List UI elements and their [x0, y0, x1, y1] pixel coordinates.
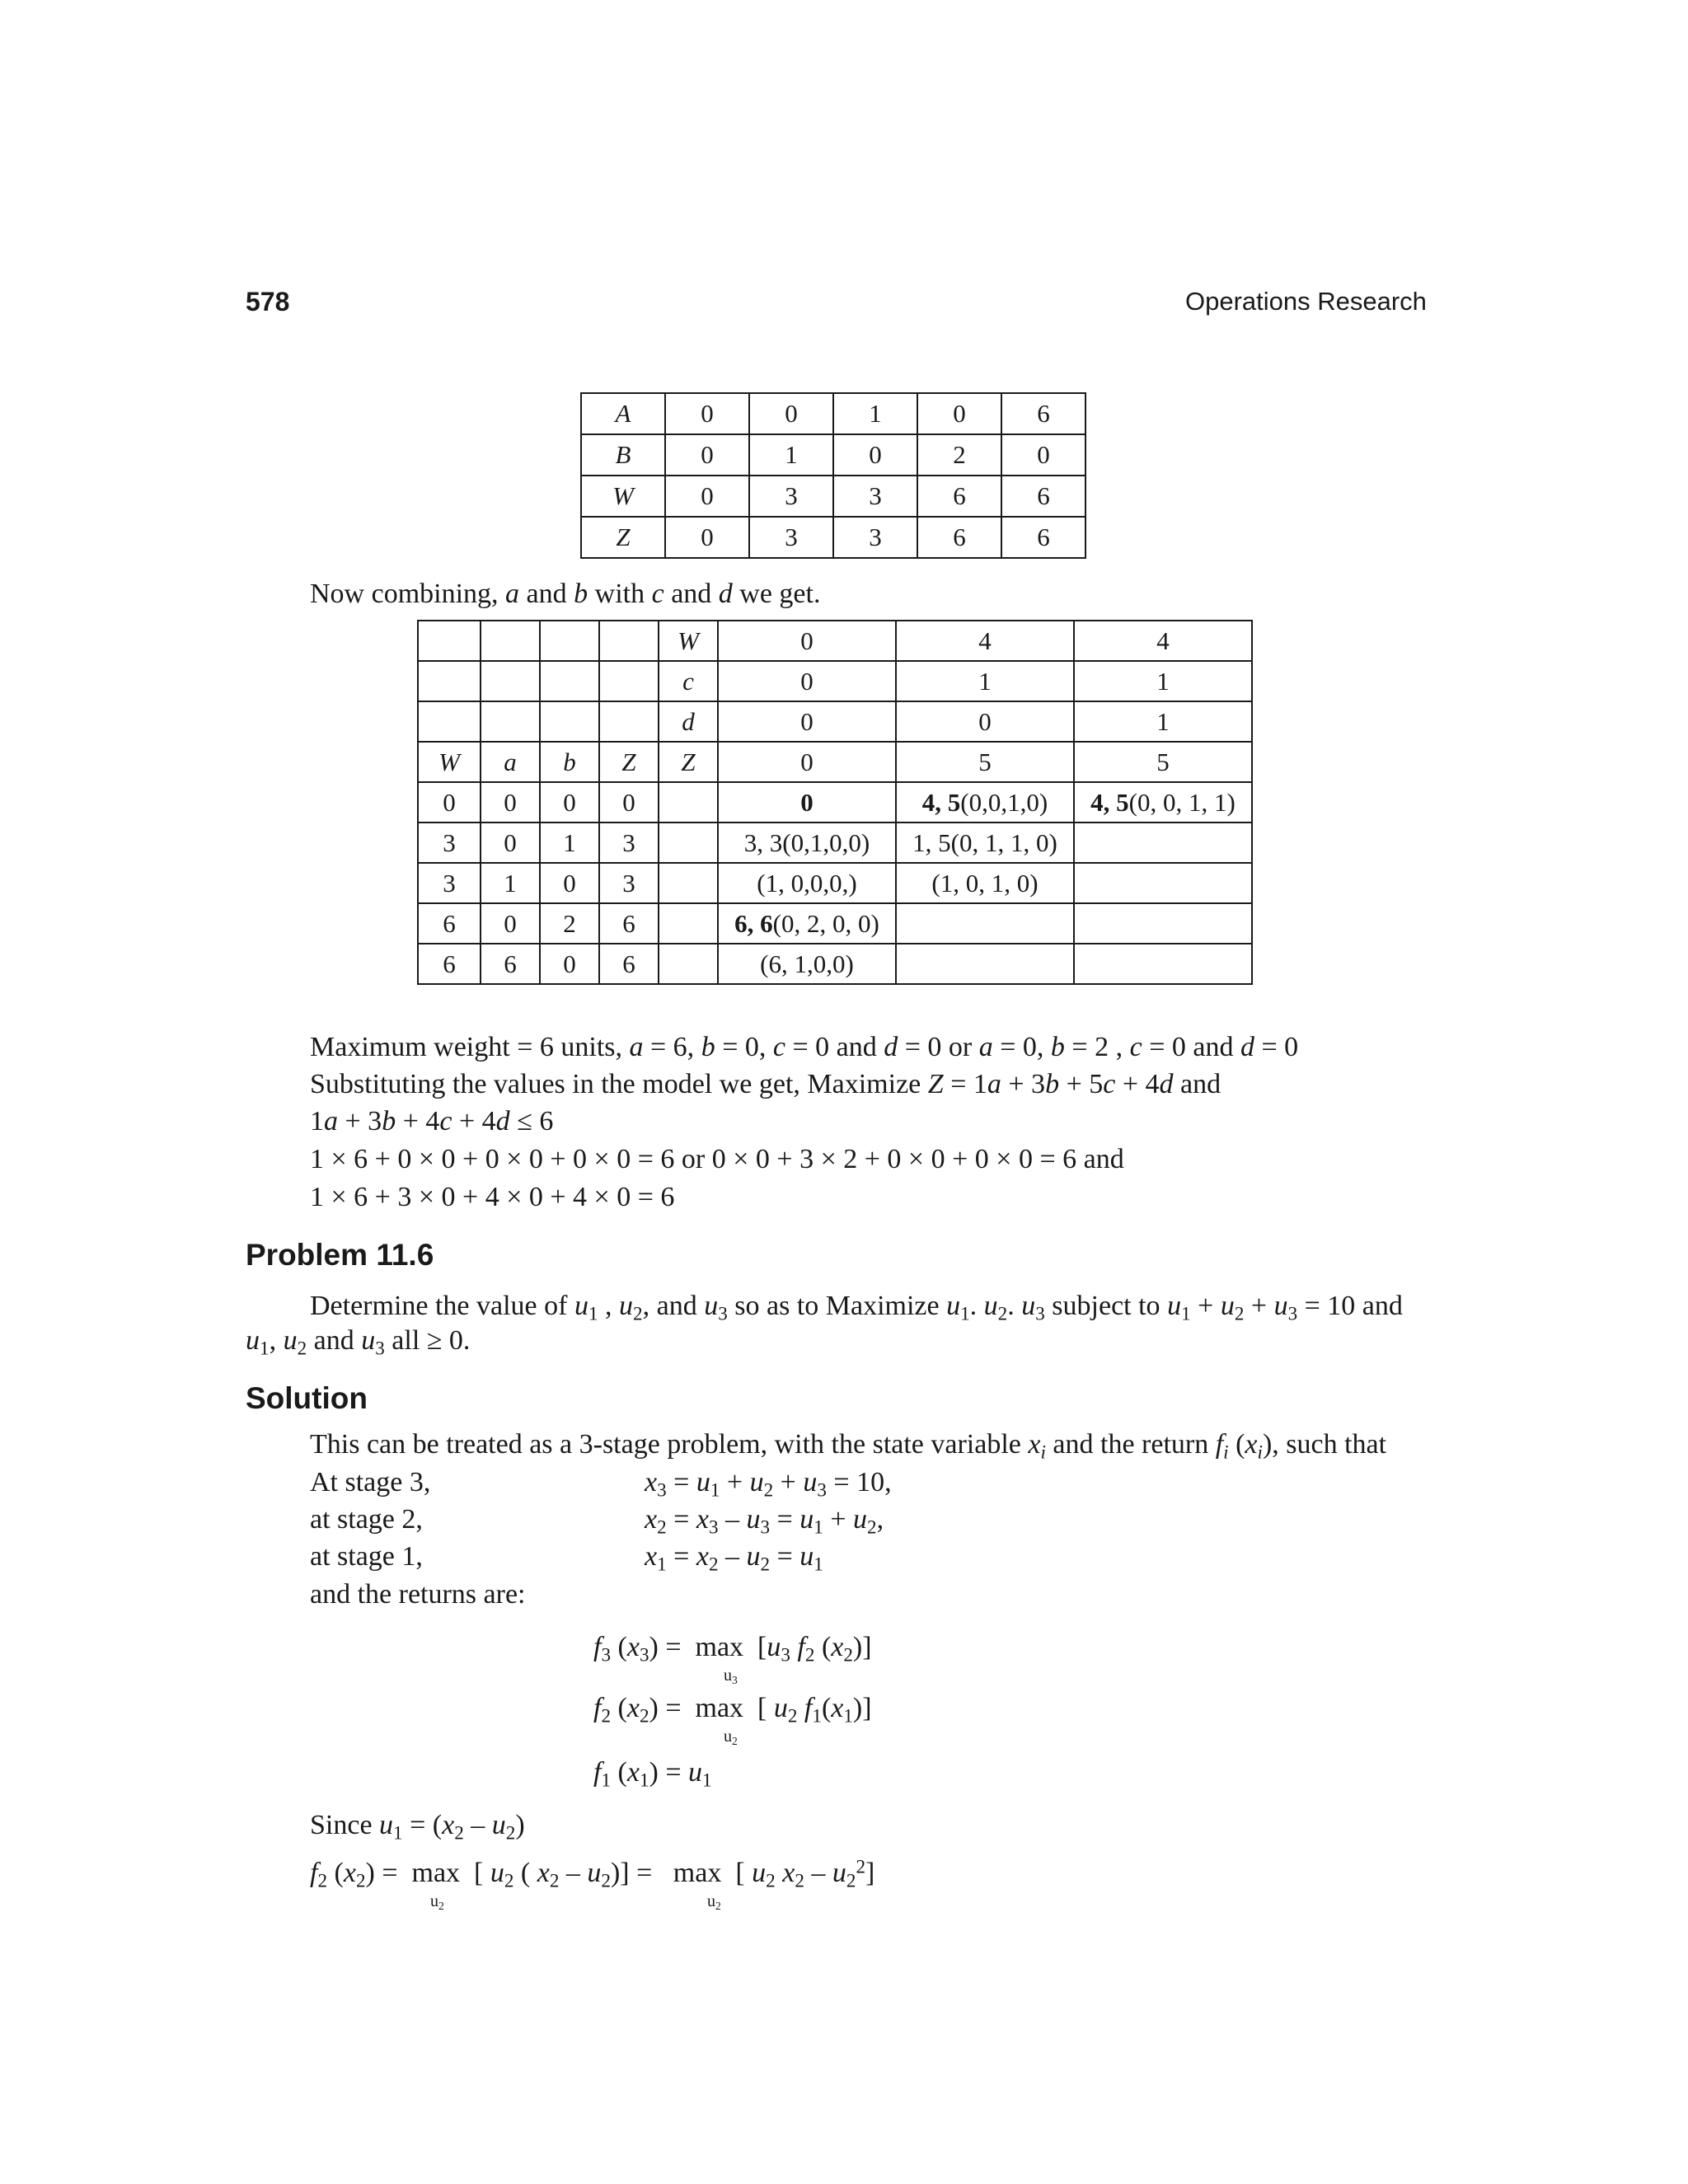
- table2-solution-cell: [1074, 782, 1252, 823]
- table2-optimal-value: 6, 6: [734, 908, 773, 938]
- table1-cell: 6: [1001, 393, 1085, 434]
- table2-solution-cell: [718, 823, 896, 863]
- table2-cell: 0: [418, 782, 481, 823]
- table2-solution-cell: [718, 863, 896, 903]
- table1-row: [581, 434, 1085, 476]
- table2-cell: 0: [540, 782, 599, 823]
- table2-cell: 0: [718, 661, 896, 701]
- table2-empty-cell: [418, 701, 481, 742]
- table2-row-label: W: [659, 621, 718, 661]
- table2-top-row: [418, 701, 1252, 742]
- table2-cell: 4: [1074, 621, 1252, 661]
- table1-cell: 0: [665, 517, 749, 558]
- table2-cell: 1: [1074, 661, 1252, 701]
- problem-heading: Problem 11.6: [246, 1238, 434, 1272]
- table1-cell: 0: [665, 393, 749, 434]
- running-head: Operations Research: [1185, 287, 1427, 316]
- table1-cell: 0: [665, 476, 749, 517]
- f1-equation: $f_1$ $(x_1) = u_1$: [593, 1757, 712, 1792]
- table1-cell: 0: [665, 434, 749, 476]
- table1-row-label: Z: [581, 517, 665, 558]
- table2-decision-vector: (1, 0,0,0,): [757, 868, 857, 898]
- table2-body-row: [418, 944, 1252, 984]
- table2-header-cell: W: [418, 742, 481, 782]
- stage1-label: at stage 1,: [310, 1541, 423, 1572]
- table1-cell: 3: [749, 517, 833, 558]
- table2-cell: 6: [418, 944, 481, 984]
- table2-cell: 6: [599, 903, 659, 944]
- table2-header-cell: Z: [599, 742, 659, 782]
- table1-cell: 0: [833, 434, 917, 476]
- table2-cell: 0: [540, 863, 599, 903]
- table2-header-cell: 5: [1074, 742, 1252, 782]
- table2-header-cell: 0: [718, 742, 896, 782]
- problem-line-2: $u_1$, $u_2$ and $u_3$ all ≥ 0.: [246, 1325, 471, 1360]
- table2-empty-cell: [481, 701, 540, 742]
- table1-cell: 6: [917, 517, 1001, 558]
- table2-cell: 3: [418, 823, 481, 863]
- table2-cell: 1: [540, 823, 599, 863]
- table1-cell: 0: [917, 393, 1001, 434]
- f2-equation: $f_2$ $(x_2) = \max$ [ $u_2$ $f_1(x_1)$]: [593, 1693, 872, 1727]
- table1-cell: 3: [833, 517, 917, 558]
- problem-line-1: Determine the value of $u_1$ , $u_2$, and $u_3$ so as to Maximize $u_1$. $u_2$. $u_3$ subject to $u_1 + u_2 + u_3 = 10$ and: [310, 1291, 1403, 1325]
- table2-cell: 0: [481, 823, 540, 863]
- table2-decision-vector: (0, 0, 1, 1): [1128, 787, 1236, 817]
- table2-decision-vector: 3, 3(0,1,0,0): [743, 827, 870, 857]
- table2-cell: 0: [540, 944, 599, 984]
- table2-cell: 1: [896, 661, 1074, 701]
- f3-max-subscript: $u_3$: [724, 1666, 738, 1686]
- f2-expanded-max-subscript-2: $u_2$: [707, 1892, 721, 1912]
- table2-cell: 3: [599, 823, 659, 863]
- table2-decision-vector: (6, 1,0,0): [760, 949, 854, 978]
- table2-solution-cell: [1074, 823, 1252, 863]
- returns-label: and the returns are:: [310, 1579, 526, 1610]
- table1-cell: 0: [1001, 434, 1085, 476]
- solution-heading: Solution: [246, 1381, 368, 1415]
- table2-body-row: [418, 903, 1252, 944]
- table2-solution-cell: [896, 782, 1074, 823]
- table2-cell: 6: [599, 944, 659, 984]
- since-equation: Since $u_1 = (x_2 - u_2)$: [310, 1810, 525, 1844]
- table1-cell: 3: [749, 476, 833, 517]
- table2-body-row: [418, 863, 1252, 903]
- table2-empty-cell: [599, 661, 659, 701]
- stage3-label: At stage 3,: [310, 1467, 431, 1497]
- stage-table-a-b: [580, 392, 1086, 559]
- table1-cell: 6: [1001, 517, 1085, 558]
- table2-optimal-value: 0: [800, 787, 814, 817]
- table2-cell: 0: [896, 701, 1074, 742]
- table2-empty-cell: [659, 903, 718, 944]
- table2-header-row: [418, 742, 1252, 782]
- table2-decision-vector: (0,0,1,0): [960, 787, 1048, 817]
- table2-top-row: [418, 621, 1252, 661]
- table2-body-row: [418, 823, 1252, 863]
- table2-empty-cell: [481, 661, 540, 701]
- result-line-5: 1 × 6 + 3 × 0 + 4 × 0 + 4 × 0 = 6: [310, 1182, 675, 1212]
- table2-cell: 3: [418, 863, 481, 903]
- table2-row-label: d: [659, 701, 718, 742]
- table1-row-label: W: [581, 476, 665, 517]
- table1-cell: 0: [749, 393, 833, 434]
- table1-cell: 1: [833, 393, 917, 434]
- combined-stage-table: [417, 620, 1253, 985]
- result-line-1: Maximum weight = 6 units, a = 6, b = 0, c = 0 and d = 0 or a = 0, b = 2 , c = 0 and d = 0: [310, 1032, 1299, 1062]
- table2-top-row: [418, 661, 1252, 701]
- table2-empty-cell: [418, 661, 481, 701]
- table2-cell: 2: [540, 903, 599, 944]
- table2-solution-cell: [718, 903, 896, 944]
- table1-cell: 6: [1001, 476, 1085, 517]
- table2-cell: 1: [1074, 701, 1252, 742]
- table2-decision-vector: (1, 0, 1, 0): [931, 868, 1039, 898]
- table2-cell: 0: [481, 903, 540, 944]
- table1-row: [581, 517, 1085, 558]
- table2-cell: 0: [718, 621, 896, 661]
- result-line-4: 1 × 6 + 0 × 0 + 0 × 0 + 0 × 0 = 6 or 0 × 0 + 3 × 2 + 0 × 0 + 0 × 0 = 6 and: [310, 1144, 1124, 1174]
- table2-empty-cell: [540, 621, 599, 661]
- table2-empty-cell: [659, 863, 718, 903]
- stage3-equation: $x_3 = u_1 + u_2 + u_3 = 10$,: [645, 1467, 892, 1502]
- table1-row: [581, 476, 1085, 517]
- table2-optimal-value: 4, 5: [1090, 787, 1129, 817]
- table1-cell: 1: [749, 434, 833, 476]
- table2-empty-cell: [599, 701, 659, 742]
- table1-cell: 2: [917, 434, 1001, 476]
- f2-expanded-equation: $f_2$ $(x_2) = \max$ [ $u_2$ ( $x_2 - u_2)] = \max$ [ $u_2$ $x_2 - u_2^2$]: [310, 1856, 875, 1892]
- table2-solution-cell: [718, 782, 896, 823]
- f2-max-subscript: $u_2$: [724, 1727, 738, 1747]
- table2-solution-cell: [896, 903, 1074, 944]
- table2-empty-cell: [540, 661, 599, 701]
- table2-cell: 1: [481, 863, 540, 903]
- table2-empty-cell: [659, 944, 718, 984]
- table1-row-label: B: [581, 434, 665, 476]
- table2-solution-cell: [896, 823, 1074, 863]
- table2-solution-cell: [896, 863, 1074, 903]
- result-line-3: 1a + 3b + 4c + 4d ≤ 6: [310, 1106, 554, 1137]
- table2-solution-cell: [896, 944, 1074, 984]
- table2-cell: 0: [481, 782, 540, 823]
- table2-cell: 4: [896, 621, 1074, 661]
- page-number: 578: [246, 287, 290, 316]
- table2-empty-cell: [540, 701, 599, 742]
- table2-empty-cell: [659, 782, 718, 823]
- table1-cell: 3: [833, 476, 917, 517]
- result-line-2: Substituting the values in the model we get, Maximize Z = 1a + 3b + 5c + 4d and: [310, 1069, 1221, 1099]
- table2-empty-cell: [481, 621, 540, 661]
- stage2-equation: $x_2 = x_3 - u_3 = u_1 + u_2$,: [645, 1504, 884, 1539]
- table2-solution-cell: [1074, 944, 1252, 984]
- combining-intro: Now combining, a and b with c and d we get.: [310, 579, 821, 609]
- table2-decision-vector: (0, 2, 0, 0): [772, 908, 879, 938]
- table2-decision-vector: 1, 5(0, 1, 1, 0): [912, 827, 1057, 857]
- table2-empty-cell: [659, 823, 718, 863]
- table2-optimal-value: 4, 5: [921, 787, 961, 817]
- stage2-label: at stage 2,: [310, 1504, 423, 1535]
- table2-body-row: [418, 782, 1252, 823]
- table2-cell: 6: [418, 903, 481, 944]
- table2-cell: 3: [599, 863, 659, 903]
- table2-header-cell: a: [481, 742, 540, 782]
- table2-cell: 0: [599, 782, 659, 823]
- table2-cell: 0: [718, 701, 896, 742]
- f3-equation: $f_3$ $(x_3) = \max [u_3$ $f_2$ $(x_2)$]: [593, 1632, 872, 1666]
- stage1-equation: $x_1 = x_2 - u_2 = u_1$: [645, 1541, 823, 1576]
- table2-solution-cell: [1074, 903, 1252, 944]
- table1-row-label: A: [581, 393, 665, 434]
- table1-cell: 6: [917, 476, 1001, 517]
- f2-expanded-max-subscript-1: $u_2$: [430, 1892, 444, 1912]
- table2-header-cell: Z: [659, 742, 718, 782]
- table2-solution-cell: [718, 944, 896, 984]
- table2-row-label: c: [659, 661, 718, 701]
- table2-header-cell: 5: [896, 742, 1074, 782]
- table2-empty-cell: [599, 621, 659, 661]
- table2-empty-cell: [418, 621, 481, 661]
- table2-solution-cell: [1074, 863, 1252, 903]
- table1-row: [581, 393, 1085, 434]
- table2-cell: 6: [481, 944, 540, 984]
- solution-intro: This can be treated as a 3-stage problem, with the state variable $x_i$ and the return $f_i$ $(x_i)$, such that: [310, 1429, 1387, 1464]
- table2-header-cell: b: [540, 742, 599, 782]
